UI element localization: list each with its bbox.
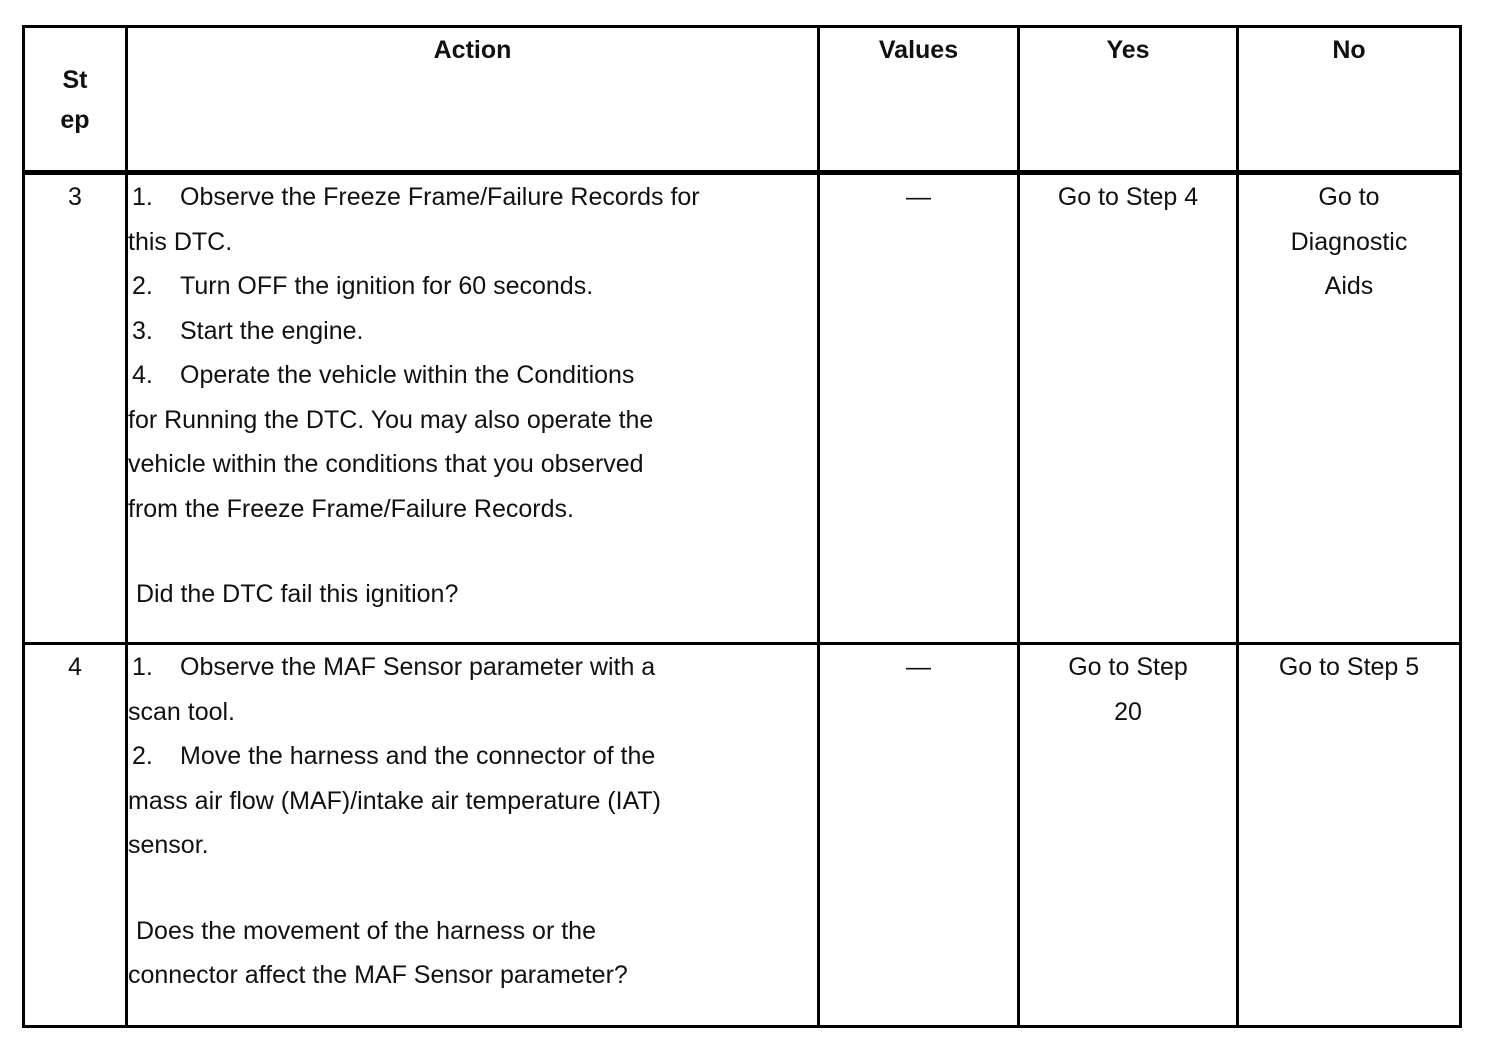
action-line: 2. Turn OFF the ignition for 60 seconds. [132, 272, 594, 300]
action-cell [127, 644, 819, 1027]
action-question: connector affect the MAF Sensor parameter? [128, 961, 628, 989]
diagnostic-table [22, 25, 1462, 1028]
table-row-step-4 [24, 644, 1461, 1027]
no-cell [1238, 644, 1461, 1027]
header-values: Values [819, 27, 1019, 173]
yes-cell [1019, 173, 1238, 644]
no-text: Go to Step 5 [1278, 653, 1420, 681]
spacer [128, 868, 817, 909]
table-row-step-3 [24, 173, 1461, 644]
action-line: this DTC. [128, 227, 233, 256]
action-line: 4. Operate the vehicle within the Conditions [132, 361, 635, 389]
action-line: 3. Start the engine. [132, 316, 364, 345]
action-line: scan tool. [128, 697, 236, 726]
step-number: 4 [24, 644, 127, 1027]
yes-cell [1019, 644, 1238, 1027]
no-text-line: Aids [1324, 272, 1374, 300]
action-cell [127, 173, 819, 644]
action-line: from the Freeze Frame/Failure Records. [128, 494, 574, 523]
step-number: 3 [24, 173, 127, 644]
values-cell: — [819, 644, 1019, 1027]
action-line: 1. Observe the MAF Sensor parameter with a [132, 653, 656, 681]
action-line: mass air flow (MAF)/intake air temperature (IAT) [128, 786, 661, 815]
action-question: Does the movement of the harness or the [136, 916, 596, 945]
action-line: vehicle within the conditions that you observed [128, 450, 644, 478]
header-step [24, 27, 127, 173]
header-step-line-2: ep [60, 106, 90, 134]
yes-text-line: Go to Step [1068, 653, 1188, 681]
action-line: 2. Move the harness and the connector of the [132, 742, 656, 770]
header-no: No [1238, 27, 1461, 173]
header-row [24, 27, 1461, 173]
action-question: Did the DTC fail this ignition? [136, 580, 459, 608]
yes-text-line: 20 [1114, 697, 1142, 726]
yes-text: Go to Step 4 [1057, 183, 1199, 211]
no-cell [1238, 173, 1461, 644]
spacer [128, 531, 817, 572]
values-cell: — [819, 173, 1019, 644]
action-line: 1. Observe the Freeze Frame/Failure Records for [132, 183, 700, 211]
action-line: sensor. [128, 831, 209, 859]
action-line: for Running the DTC. You may also operate the [128, 405, 654, 434]
header-step-line-1: St [62, 66, 88, 94]
no-text-line: Go to [1318, 183, 1380, 211]
header-action: Action [127, 27, 819, 173]
header-yes: Yes [1019, 27, 1238, 173]
no-text-line: Diagnostic [1290, 227, 1408, 256]
